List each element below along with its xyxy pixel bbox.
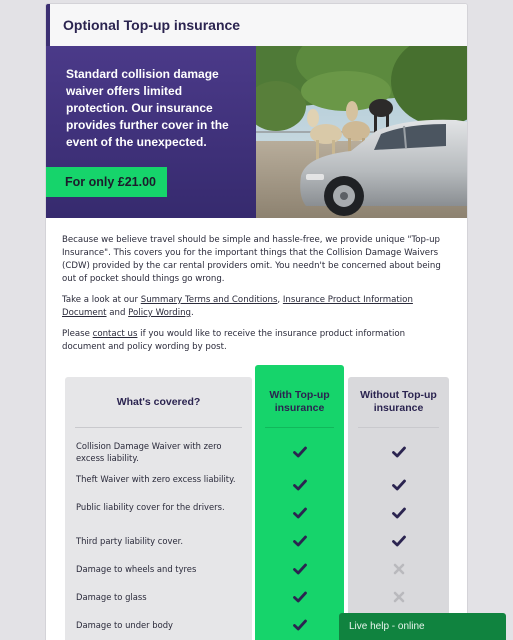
contact-prefix: Please [62,329,93,339]
contact-paragraph [62,328,451,354]
live-help-button[interactable]: Live help - online [339,613,506,640]
check-icon [255,446,344,458]
links-separator: , [277,295,283,305]
covered-row-label: Damage to under body [76,620,173,630]
covered-row-label: Damage to wheels and tyres [76,564,197,574]
comparison-table [46,362,467,640]
cross-icon [348,591,449,603]
check-icon [348,446,449,458]
check-icon [348,479,449,491]
cross-icon [348,563,449,575]
column-divider [358,427,439,428]
price-button[interactable]: For only £21.00 [46,167,167,197]
links-suffix: . [191,308,194,318]
hero-banner [46,46,467,218]
covered-row-label: Collision Damage Waiver with zero excess liability. [76,441,222,463]
check-icon [255,619,344,631]
without-topup-column [348,377,449,640]
insurance-card [45,3,468,640]
product-info-document-link[interactable]: Insurance Product Information Document [62,295,413,318]
check-icon [255,507,344,519]
with-topup-column [255,365,344,640]
covered-column-header: What's covered? [116,395,201,408]
summary-terms-link[interactable]: Summary Terms and Conditions [140,295,278,305]
intro-paragraph: Because we believe travel should be simple and hassle-free, we provide unique "Top-up Insurance". This covers you for the important things that the Collision Damage Waivers (CDW) provided by the car rental providers omit. You needn't be concerned about being out of pocket should things go wrong. [62,235,441,284]
links-prefix: Take a look at our [62,295,141,305]
covered-row-label: Public liability cover for the drivers. [76,502,225,512]
hero-panel [46,46,256,218]
card-title: Optional Top-up insurance [46,4,467,46]
without-topup-column-header: Without Top-up insurance [360,389,437,414]
check-icon [348,535,449,547]
hero-text: Standard collision damage waiver offers limited protection. Our insurance provides further cover in the event of the unexpected. [66,67,229,149]
check-icon [348,507,449,519]
covered-row-label: Damage to glass [76,592,147,602]
covered-column [65,377,252,640]
hero-photo [256,46,467,218]
with-topup-column-header: With Top-up insurance [269,389,330,414]
contact-suffix: if you would like to receive the insurance product information document and policy wording by post. [62,329,406,352]
contact-us-link[interactable]: contact us [92,329,138,339]
check-icon [255,479,344,491]
covered-row-label: Theft Waiver with zero excess liability. [76,474,236,484]
covered-row-label: Third party liability cover. [76,536,183,546]
intro-text [46,218,467,354]
goats-and-car-photo [256,46,467,218]
check-icon [255,563,344,575]
column-divider [265,427,334,428]
check-icon [255,535,344,547]
links-separator: and [106,308,129,318]
column-divider [75,427,242,428]
policy-wording-link[interactable]: Policy Wording [128,308,192,318]
check-icon [255,591,344,603]
links-paragraph [62,294,451,320]
